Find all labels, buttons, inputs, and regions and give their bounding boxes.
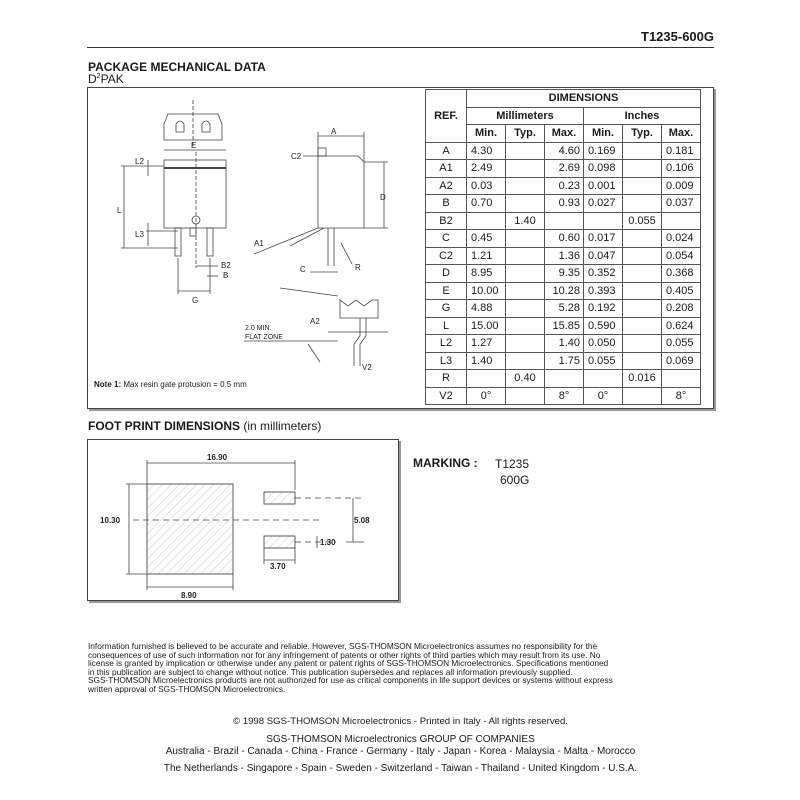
value-cell-mm-typ — [506, 387, 545, 405]
dimensions-body — [426, 142, 701, 405]
ref-cell: L2 — [426, 335, 467, 353]
label-c2: C2 — [291, 152, 302, 161]
value-cell-in-min: 0.192 — [584, 300, 623, 318]
label-g: G — [192, 296, 199, 305]
value-cell-mm-max: 8° — [545, 387, 584, 405]
value-cell-in-max: 0.106 — [662, 160, 701, 178]
ref-cell: E — [426, 282, 467, 300]
ref-cell: B — [426, 195, 467, 213]
value-cell-in-typ — [623, 387, 662, 405]
sub-header: Max. — [662, 125, 701, 143]
value-cell-mm-max: 10.28 — [545, 282, 584, 300]
table-row — [426, 387, 701, 405]
label-v2: V2 — [362, 363, 372, 372]
value-cell-in-typ — [623, 335, 662, 353]
value-cell-in-min: 0.055 — [584, 352, 623, 370]
disclaimer-line: license is granted by implication or otherwise under any patent or patent rights of SGS-THOMSON Microelectronics. Specifications mentioned — [88, 658, 609, 669]
value-cell-in-min — [584, 370, 623, 388]
value-cell-mm-max: 1.40 — [545, 335, 584, 353]
value-cell-in-max — [662, 370, 701, 388]
value-cell-mm-min: 1.21 — [467, 247, 506, 265]
value-cell-in-max: 0.055 — [662, 335, 701, 353]
label-l: L — [117, 206, 122, 215]
value-cell-in-min: 0.047 — [584, 247, 623, 265]
value-cell-mm-min: 1.27 — [467, 335, 506, 353]
table-row — [426, 282, 701, 300]
ref-cell: V2 — [426, 387, 467, 405]
marking-line-1: T1235 — [495, 457, 530, 471]
label-flat-zone-1: 2.0 MIN. — [245, 325, 272, 332]
millimeters-header: Millimeters — [467, 107, 584, 125]
value-cell-mm-typ — [506, 195, 545, 213]
label-b2: B2 — [221, 261, 231, 270]
ref-cell: A1 — [426, 160, 467, 178]
value-cell-mm-max: 15.85 — [545, 317, 584, 335]
value-cell-mm-typ: 0.40 — [506, 370, 545, 388]
label-a: A — [331, 127, 337, 136]
value-cell-in-min: 0° — [584, 387, 623, 405]
value-cell-mm-min: 0° — [467, 387, 506, 405]
value-cell-in-typ — [623, 177, 662, 195]
table-row — [426, 300, 701, 318]
footprint-tab-pad — [147, 484, 233, 574]
value-cell-mm-min: 0.70 — [467, 195, 506, 213]
value-cell-in-min: 0.017 — [584, 230, 623, 248]
value-cell-mm-typ — [506, 142, 545, 160]
value-cell-mm-max: 5.28 — [545, 300, 584, 318]
sub-header: Typ. — [623, 125, 662, 143]
disclaimer-line: consequences of use of such information nor for any infringement of patents or other rights of third parties which may result from its use. No — [88, 649, 601, 660]
table-row — [426, 160, 701, 178]
dim-pad-width: 8.90 — [181, 591, 197, 600]
marking-label: MARKING : — [413, 456, 478, 470]
value-cell-in-max: 8° — [662, 387, 701, 405]
footprint-title-unit: (in millimeters) — [240, 419, 322, 433]
label-a2: A2 — [310, 317, 320, 326]
value-cell-mm-min: 1.40 — [467, 352, 506, 370]
inches-header: Inches — [584, 107, 701, 125]
countries-line-2: The Netherlands - Singapore - Spain - Sweden - Switzerland - Taiwan - Thailand - United Kingdom - U.S.A. — [163, 763, 638, 774]
value-cell-in-typ — [623, 195, 662, 213]
value-cell-in-max — [662, 212, 701, 230]
value-cell-in-min: 0.590 — [584, 317, 623, 335]
value-cell-in-max: 0.208 — [662, 300, 701, 318]
value-cell-in-typ — [623, 160, 662, 178]
package-drawing — [88, 88, 425, 378]
value-cell-mm-max: 1.36 — [545, 247, 584, 265]
table-row — [426, 195, 701, 213]
value-cell-in-typ — [623, 282, 662, 300]
value-cell-mm-typ — [506, 317, 545, 335]
value-cell-mm-typ — [506, 247, 545, 265]
dim-overall-length: 16.90 — [207, 453, 228, 462]
label-a1: A1 — [254, 239, 264, 248]
package-detail-view — [244, 300, 388, 372]
ref-cell: B2 — [426, 212, 467, 230]
footprint-title-text: FOOT PRINT DIMENSIONS — [88, 419, 241, 433]
ref-cell: A — [426, 142, 467, 160]
header-rule — [87, 47, 714, 48]
value-cell-in-typ — [623, 352, 662, 370]
note-text: Max resin gate protusion = 0.5 mm — [121, 380, 247, 389]
value-cell-in-typ — [623, 265, 662, 283]
value-cell-in-max: 0.368 — [662, 265, 701, 283]
value-cell-mm-max: 0.93 — [545, 195, 584, 213]
value-cell-mm-max: 2.69 — [545, 160, 584, 178]
value-cell-in-max: 0.054 — [662, 247, 701, 265]
value-cell-mm-max — [545, 212, 584, 230]
sub-header-row — [426, 125, 701, 143]
package-suffix: PAK — [100, 72, 124, 86]
package-prefix: D — [88, 72, 97, 86]
value-cell-mm-max: 9.35 — [545, 265, 584, 283]
footprint-pin-pad-2 — [264, 536, 295, 548]
value-cell-mm-typ — [506, 177, 545, 195]
value-cell-mm-min: 10.00 — [467, 282, 506, 300]
label-c: C — [300, 265, 306, 274]
table-row — [426, 265, 701, 283]
value-cell-in-typ — [623, 300, 662, 318]
sub-header: Max. — [545, 125, 584, 143]
package-side-view — [254, 127, 388, 296]
value-cell-in-max: 0.181 — [662, 142, 701, 160]
value-cell-in-typ — [623, 142, 662, 160]
ref-cell: D — [426, 265, 467, 283]
group-of-companies: SGS-THOMSON Microelectronics GROUP OF COMPANIES — [266, 734, 535, 745]
value-cell-mm-max: 1.75 — [545, 352, 584, 370]
ref-cell: C — [426, 230, 467, 248]
label-e: E — [191, 141, 197, 150]
value-cell-mm-typ — [506, 352, 545, 370]
table-row — [426, 247, 701, 265]
disclaimer-line: in this publication are subject to change without notice. This publication supersedes and replaces all information previously supplied. — [88, 666, 573, 677]
package-name — [88, 72, 124, 86]
resin-note — [94, 380, 247, 389]
value-cell-mm-min — [467, 370, 506, 388]
value-cell-mm-max: 0.23 — [545, 177, 584, 195]
section-title: PACKAGE MECHANICAL DATA — [88, 60, 266, 74]
value-cell-mm-min: 15.00 — [467, 317, 506, 335]
value-cell-in-min: 0.050 — [584, 335, 623, 353]
table-row — [426, 317, 701, 335]
value-cell-mm-typ — [506, 335, 545, 353]
part-number: T1235-600G — [641, 29, 714, 44]
value-cell-mm-min: 0.45 — [467, 230, 506, 248]
value-cell-in-min: 0.393 — [584, 282, 623, 300]
sub-header: Min. — [467, 125, 506, 143]
value-cell-mm-max: 4.60 — [545, 142, 584, 160]
label-d: D — [380, 193, 386, 202]
value-cell-mm-min: 4.30 — [467, 142, 506, 160]
value-cell-in-max: 0.024 — [662, 230, 701, 248]
dimensions-table — [425, 89, 701, 405]
footprint-title — [88, 419, 321, 433]
table-row — [426, 370, 701, 388]
value-cell-mm-typ — [506, 265, 545, 283]
value-cell-in-min: 0.169 — [584, 142, 623, 160]
value-cell-mm-typ — [506, 300, 545, 318]
sub-header: Typ. — [506, 125, 545, 143]
value-cell-mm-min: 8.95 — [467, 265, 506, 283]
footprint-drawing — [88, 440, 398, 600]
table-row — [426, 212, 701, 230]
package-superscript: 2 — [96, 73, 101, 80]
label-flat-zone-2: FLAT ZONE — [245, 334, 283, 341]
value-cell-in-max: 0.009 — [662, 177, 701, 195]
value-cell-mm-min: 4.88 — [467, 300, 506, 318]
ref-cell: C2 — [426, 247, 467, 265]
ref-cell: R — [426, 370, 467, 388]
footprint-pin-pad-1 — [264, 492, 295, 504]
disclaimer-line: written approval of SGS-THOMSON Microelectronics. — [88, 683, 286, 694]
ref-cell: L3 — [426, 352, 467, 370]
disclaimer — [88, 642, 713, 694]
dim-pin-width: 3.70 — [270, 562, 286, 571]
ref-cell: L — [426, 317, 467, 335]
ref-cell: G — [426, 300, 467, 318]
value-cell-in-typ: 0.055 — [623, 212, 662, 230]
note-label: Note 1: — [94, 380, 122, 389]
value-cell-mm-typ — [506, 160, 545, 178]
value-cell-in-min — [584, 212, 623, 230]
value-cell-mm-typ — [506, 282, 545, 300]
table-row — [426, 177, 701, 195]
value-cell-in-typ — [623, 247, 662, 265]
value-cell-in-min: 0.098 — [584, 160, 623, 178]
value-cell-in-max: 0.037 — [662, 195, 701, 213]
copyright: © 1998 SGS-THOMSON Microelectronics - Printed in Italy - All rights reserved. — [233, 716, 568, 727]
dim-pin-height: 1.30 — [320, 538, 336, 547]
countries-line-1: Australia - Brazil - Canada - China - France - Germany - Italy - Japan - Korea - Malaysia - Malta - Morocco — [165, 746, 636, 757]
value-cell-mm-min: 0.03 — [467, 177, 506, 195]
label-l3: L3 — [135, 230, 144, 239]
value-cell-mm-typ — [506, 230, 545, 248]
dim-pad-height: 10.30 — [100, 516, 121, 525]
marking-line-2: 600G — [500, 473, 530, 487]
value-cell-in-typ — [623, 317, 662, 335]
label-b: B — [223, 271, 229, 280]
ref-header: REF. — [426, 90, 467, 143]
table-row — [426, 352, 701, 370]
label-r: R — [355, 263, 361, 272]
dimensions-header: DIMENSIONS — [467, 90, 701, 108]
value-cell-mm-min — [467, 212, 506, 230]
value-cell-in-max: 0.405 — [662, 282, 701, 300]
table-row — [426, 142, 701, 160]
disclaimer-line: Information furnished is believed to be accurate and reliable. However, SGS-THOMSON Microelectronics assumes no responsibility for the — [88, 641, 598, 651]
value-cell-mm-typ: 1.40 — [506, 212, 545, 230]
value-cell-mm-min: 2.49 — [467, 160, 506, 178]
value-cell-in-min: 0.027 — [584, 195, 623, 213]
value-cell-mm-max — [545, 370, 584, 388]
value-cell-in-min: 0.001 — [584, 177, 623, 195]
value-cell-mm-max: 0.60 — [545, 230, 584, 248]
package-front-view — [117, 141, 231, 305]
table-row — [426, 230, 701, 248]
sub-header: Min. — [584, 125, 623, 143]
value-cell-in-max: 0.069 — [662, 352, 701, 370]
value-cell-in-max: 0.624 — [662, 317, 701, 335]
value-cell-in-min: 0.352 — [584, 265, 623, 283]
table-row — [426, 335, 701, 353]
dim-pin-pitch: 5.08 — [354, 516, 370, 525]
disclaimer-line: SGS-THOMSON Microelectronics products are not authorized for use as critical components in life support devices or systems without express — [88, 675, 613, 686]
label-l2: L2 — [135, 157, 144, 166]
value-cell-in-typ — [623, 230, 662, 248]
ref-cell: A2 — [426, 177, 467, 195]
value-cell-in-typ: 0.016 — [623, 370, 662, 388]
